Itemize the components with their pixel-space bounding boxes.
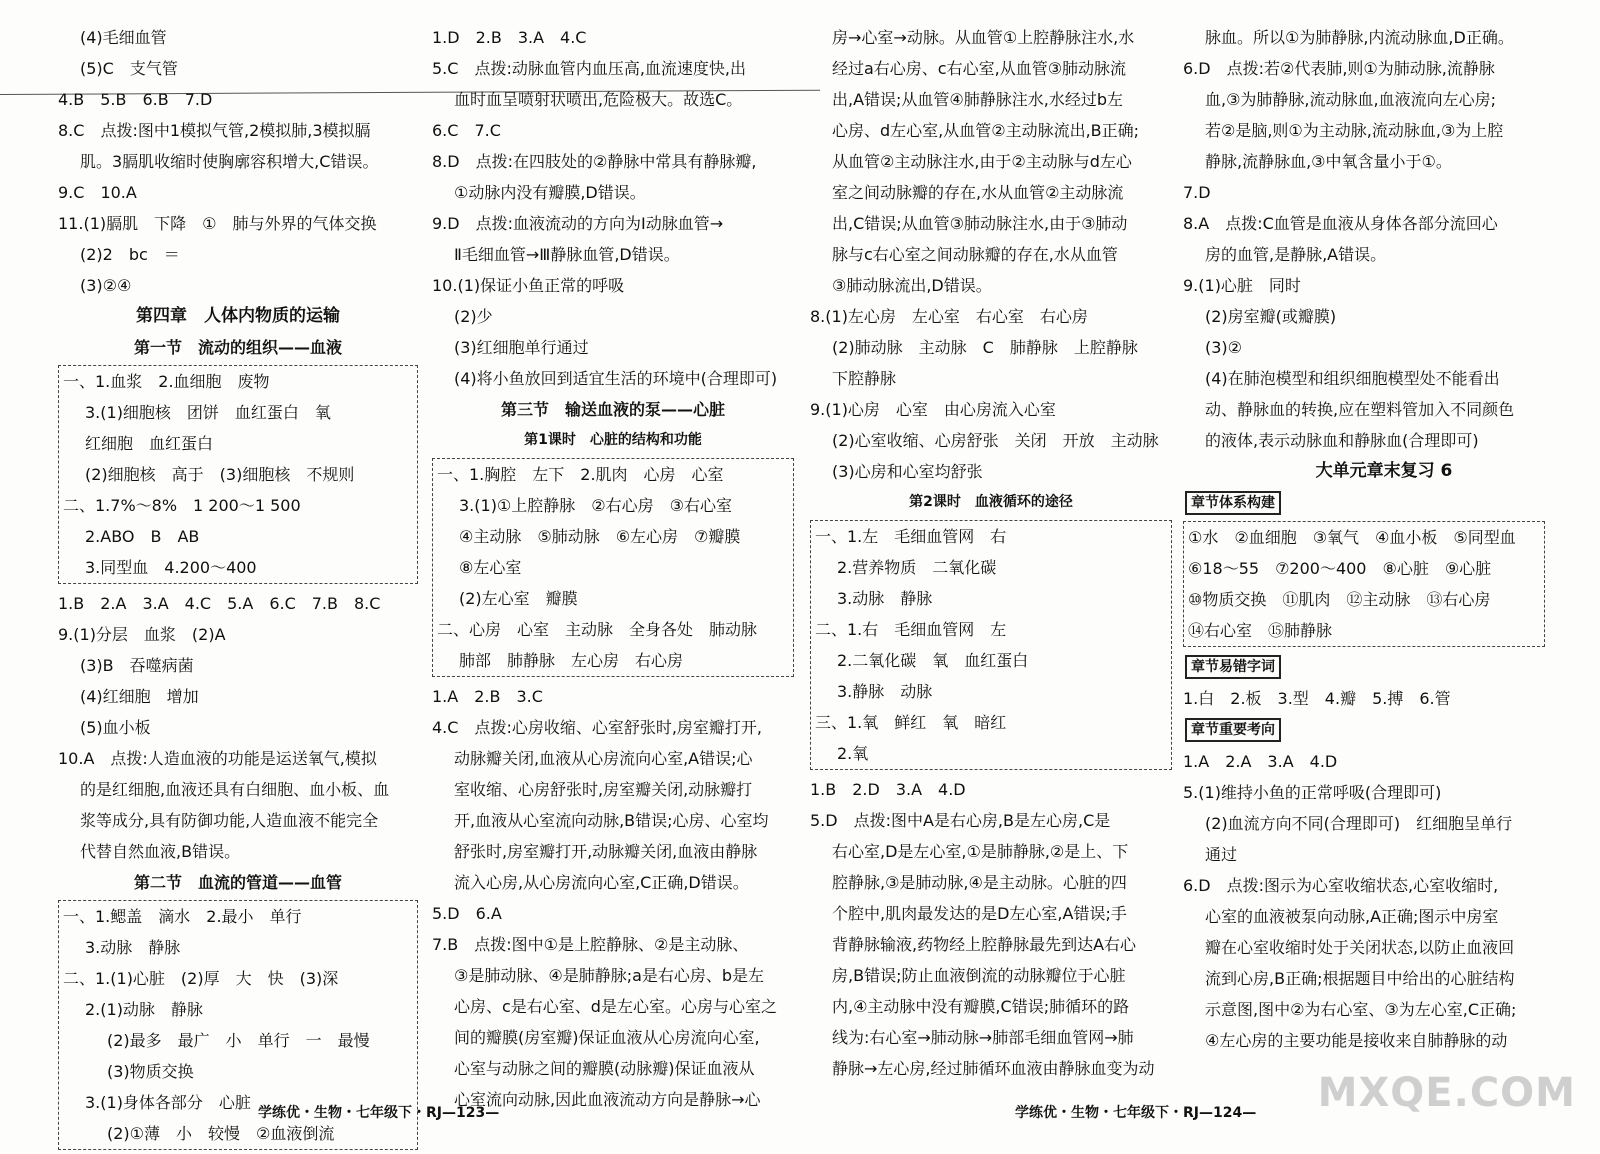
- text-line: (2)最多 最广 小 单行 一 最慢: [107, 1031, 370, 1050]
- text-line: ⑧左心室: [459, 558, 522, 577]
- text-line: (2)少: [454, 307, 493, 326]
- text-line: 室收缩、心房舒张时,房室瓣关闭,动脉瓣打: [454, 780, 753, 799]
- text-line: 一、1.血浆 2.血细胞 废物: [63, 372, 270, 391]
- text-line: 室之间动脉瓣的存在,水从血管②主动脉流: [832, 183, 1124, 202]
- lesson-title: 第2课时 血液循环的途径: [909, 494, 1073, 510]
- text-line: 3.同型血 4.200～400: [85, 558, 257, 577]
- text-line: 一、1.胸腔 左下 2.肌肉 心房 心室: [437, 465, 724, 484]
- answer-box: [810, 520, 1172, 770]
- text-line: ①水 ②血细胞 ③氧气 ④血小板 ⑤同型血: [1188, 528, 1516, 547]
- text-line: (2)2 bc ＝: [80, 245, 180, 264]
- text-line: 二、1.7%～8% 1 200～1 500: [63, 496, 301, 515]
- section-tag: 章节易错字词: [1185, 655, 1281, 679]
- text-line: (3)②: [1205, 338, 1243, 357]
- column-2: [432, 22, 794, 1115]
- text-line: 浆等成分,具有防御功能,人造血液不能完全: [80, 811, 379, 830]
- text-line: 8.(1)左心房 左心室 右心室 右心房: [810, 307, 1088, 326]
- col2-top: [432, 22, 794, 394]
- col4-bottom: [1183, 746, 1545, 1056]
- column-3: [810, 22, 1172, 1084]
- text-line: ③是肺动脉、④是肺静脉;a是右心房、b是左: [454, 966, 765, 985]
- col1-top: [58, 22, 418, 301]
- column-1: [58, 22, 418, 1154]
- text-line: 心室的血液被泵向动脉,A正确;图示中房室: [1205, 907, 1499, 926]
- review-title: 大单元章末复习 6: [1315, 461, 1453, 481]
- text-line: 肌。3膈肌收缩时使胸廓容积增大,C错误。: [80, 152, 379, 171]
- text-line: (3)B 吞噬病菌: [80, 656, 194, 675]
- lesson-title: 第1课时 心脏的结构和功能: [524, 432, 702, 448]
- section-tag: 章节重要考向: [1185, 718, 1281, 742]
- text-line: 的液体,表示动脉血和静脉血(合理即可): [1205, 431, 1479, 450]
- text-line: 间的瓣膜(房室瓣)保证血液从心房流向心室,: [454, 1028, 760, 1047]
- col1-mid: [58, 588, 418, 867]
- text-line: 脉与c右心室之间动脉瓣的存在,水从血管: [832, 245, 1118, 264]
- text-line: 动脉瓣关闭,血液从心房流向心室,A错误;心: [454, 749, 753, 768]
- text-line: 10.(1)保证小鱼正常的呼吸: [432, 276, 625, 295]
- text-line: 二、1.(1)心脏 (2)厚 大 快 (3)深: [63, 969, 339, 988]
- text-line: 1.D 2.B 3.A 4.C: [432, 28, 587, 47]
- text-line: 9.(1)心房 心室 由心房流入心室: [810, 400, 1056, 419]
- text-line: 血,③为肺静脉,流动脉血,血液流向左心房;: [1205, 90, 1496, 109]
- text-line: 9.C 10.A: [58, 183, 137, 202]
- text-line: 脉血。所以①为肺静脉,内流动脉血,D正确。: [1205, 28, 1514, 47]
- text-line: 红细胞 血红蛋白: [85, 434, 214, 453]
- text-line: (2)心室收缩、心房舒张 关闭 开放 主动脉: [832, 431, 1159, 450]
- text-line: (4)毛细血管: [80, 28, 167, 47]
- text-line: 开,血液从心室流向动脉,B错误;心房、心室均: [454, 811, 769, 830]
- typo-words: 1.白 2.板 3.型 4.瓣 5.搏 6.管: [1183, 689, 1451, 708]
- text-line: ④左心房的主要功能是接收来自肺静脉的动: [1205, 1031, 1508, 1050]
- page-footer-left: 学练优・生物・七年级下・RJ—123—: [258, 1105, 500, 1121]
- text-line: 流入心房,从心房流向心室,C正确,D错误。: [454, 873, 749, 892]
- chapter-title: 第四章 人体内物质的运输: [136, 306, 340, 326]
- section-tag: 章节体系构建: [1185, 491, 1281, 515]
- text-line: 5.D 点拨:图中A是右心房,B是左心房,C是: [810, 811, 1111, 830]
- text-line: 4.C 点拨:心房收缩、心室舒张时,房室瓣打开,: [432, 718, 763, 737]
- text-line: Ⅱ毛细血管→Ⅲ静脉血管,D错误。: [454, 245, 680, 264]
- text-line: 2.氧: [837, 744, 869, 763]
- answer-box: [58, 365, 418, 584]
- text-line: 的是红细胞,血液还具有白细胞、血小板、血: [80, 780, 390, 799]
- column-4: [1183, 22, 1545, 1056]
- text-line: 6.D 点拨:图示为心室收缩状态,心室收缩时,: [1183, 876, 1499, 895]
- text-line: 房,B错误;防止血液倒流的动脉瓣位于心脏: [832, 966, 1126, 985]
- text-line: 8.C 点拨:图中1模拟气管,2模拟肺,3模拟膈: [58, 121, 371, 140]
- answer-box: [432, 458, 794, 677]
- text-line: 6.D 点拨:若②代表肺,则①为肺动脉,流静脉: [1183, 59, 1495, 78]
- text-line: 3.动脉 静脉: [837, 589, 933, 608]
- text-line: 血时血呈喷射状喷出,危险极大。故选C。: [454, 90, 743, 109]
- text-line: 1.A 2.B 3.C: [432, 687, 543, 706]
- text-line: 通过: [1205, 845, 1238, 864]
- text-line: 2.二氧化碳 氧 血红蛋白: [837, 651, 1029, 670]
- text-line: ⑥18～55 ⑦200～400 ⑧心脏 ⑨心脏: [1188, 559, 1492, 578]
- text-line: ④主动脉 ⑤肺动脉 ⑥左心房 ⑦瓣膜: [459, 527, 741, 546]
- text-line: 11.(1)膈肌 下降 ① 肺与外界的气体交换: [58, 214, 377, 233]
- section-title: 第二节 血流的管道——血管: [133, 873, 342, 892]
- text-line: 背静脉输液,药物经上腔静脉最先到达A右心: [832, 935, 1137, 954]
- text-line: (4)在肺泡模型和组织细胞模型处不能看出: [1205, 369, 1500, 388]
- text-line: 一、1.左 毛细血管网 右: [815, 527, 1007, 546]
- text-line: 经过a右心房、c右心室,从血管③肺动脉流: [832, 59, 1127, 78]
- col2-bottom: [432, 681, 794, 1115]
- text-line: 心室与动脉之间的瓣膜(动脉瓣)保证血液从: [454, 1059, 755, 1078]
- text-line: (2)左心室 瓣膜: [459, 589, 578, 608]
- text-line: 三、1.氧 鲜红 氧 暗红: [815, 713, 1007, 732]
- text-line: 9.D 点拨:血液流动的方向为Ⅰ动脉血管→: [432, 214, 724, 233]
- text-line: (3)②④: [80, 276, 132, 295]
- text-line: (4)红细胞 增加: [80, 687, 199, 706]
- text-line: 7.D: [1183, 183, 1211, 202]
- text-line: 7.B 点拨:图中①是上腔静脉、②是主动脉、: [432, 935, 749, 954]
- text-line: (2)肺动脉 主动脉 C 肺静脉 上腔静脉: [832, 338, 1138, 357]
- col4-top: [1183, 22, 1545, 456]
- text-line: 静脉,流静脉血,③中氧含量小于①。: [1205, 152, 1452, 171]
- section-title: 第一节 流动的组织——血液: [133, 338, 342, 357]
- text-line: 3.(1)身体各部分 心脏: [85, 1093, 251, 1112]
- text-line: 2.营养物质 二氧化碳: [837, 558, 997, 577]
- text-line: 心室流向动脉,因此血液流动方向是静脉→心: [454, 1090, 761, 1109]
- text-line: 9.(1)分层 血浆 (2)A: [58, 625, 226, 644]
- text-line: 个腔中,肌肉最发达的是D左心室,A错误;手: [832, 904, 1127, 923]
- text-line: 3.(1)①上腔静脉 ②右心房 ③右心室: [459, 496, 732, 515]
- text-line: (2)①薄 小 较慢 ②血液倒流: [107, 1124, 335, 1143]
- text-line: (2)房室瓣(或瓣膜): [1205, 307, 1337, 326]
- text-line: 1.B 2.A 3.A 4.C 5.A 6.C 7.B 8.C: [58, 594, 381, 613]
- text-line: (3)心房和心室均舒张: [832, 462, 983, 481]
- text-line: 9.(1)心脏 同时: [1183, 276, 1301, 295]
- text-line: 瓣在心室收缩时处于关闭状态,以防止血液回: [1205, 938, 1515, 957]
- text-line: 右心室,D是左心室,①是肺静脉,②是上、下: [832, 842, 1129, 861]
- text-line: 若②是脑,则①为主动脉,流动脉血,③为上腔: [1205, 121, 1504, 140]
- text-line: ①动脉内没有瓣膜,D错误。: [454, 183, 646, 202]
- text-line: 舒张时,房室瓣打开,动脉瓣关闭,血液由静脉: [454, 842, 758, 861]
- text-line: 3.动脉 静脉: [85, 938, 181, 957]
- text-line: 流到心房,B正确;根据题目中给出的心脏结构: [1205, 969, 1515, 988]
- text-line: ⑩物质交换 ⑪肌肉 ⑫主动脉 ⑬右心房: [1188, 590, 1491, 609]
- text-line: 内,④主动脉中没有瓣膜,C错误;肺循环的路: [832, 997, 1130, 1016]
- text-line: 代替自然血液,B错误。: [80, 842, 241, 861]
- text-line: (5)C 支气管: [80, 59, 178, 78]
- text-line: ⑭右心室 ⑮肺静脉: [1188, 621, 1333, 640]
- section-title: 第三节 输送血液的泵——心脏: [500, 400, 725, 419]
- watermark-logo: MXQE.COM: [1317, 1070, 1576, 1116]
- text-line: 1.B 2.D 3.A 4.D: [810, 780, 966, 799]
- text-line: 出,A错误;从血管④肺静脉注水,水经过b左: [832, 90, 1124, 109]
- text-line: 8.A 点拨:C血管是血液从身体各部分流回心: [1183, 214, 1498, 233]
- text-line: 一、1.鳃盖 滴水 2.最小 单行: [63, 907, 302, 926]
- text-line: 4.B 5.B 6.B 7.D: [58, 90, 213, 109]
- text-line: 1.A 2.A 3.A 4.D: [1183, 752, 1338, 771]
- text-line: 示意图,图中②为右心室、③为左心室,C正确;: [1205, 1000, 1517, 1019]
- text-line: 10.A 点拨:人造血液的功能是运送氧气,模拟: [58, 749, 377, 768]
- text-line: 静脉→左心房,经过肺循环血液由静脉血变为动: [832, 1059, 1155, 1078]
- text-line: 房的血管,是静脉,A错误。: [1205, 245, 1387, 264]
- text-line: 2.ABO B AB: [85, 527, 200, 546]
- text-line: 房→心室→动脉。从血管①上腔静脉注水,水: [832, 28, 1135, 47]
- col3-top: [810, 22, 1172, 487]
- text-line: 3.(1)细胞核 团饼 血红蛋白 氧: [85, 403, 331, 422]
- text-line: 下腔静脉: [832, 369, 897, 388]
- text-line: (2)血流方向不同(合理即可) 红细胞呈单行: [1205, 814, 1513, 833]
- text-line: 6.C 7.C: [432, 121, 501, 140]
- text-line: 5.D 6.A: [432, 904, 502, 923]
- text-line: 腔静脉,③是肺动脉,④是主动脉。心脏的四: [832, 873, 1127, 892]
- text-line: 心房、c是右心室、d是左心室。心房与心室之: [454, 997, 777, 1016]
- text-line: 线为:右心室→肺动脉→肺部毛细血管网→肺: [832, 1028, 1134, 1047]
- col3-bottom: [810, 774, 1172, 1084]
- text-line: (3)红细胞单行通过: [454, 338, 589, 357]
- text-line: 肺部 肺静脉 左心房 右心房: [459, 651, 684, 670]
- text-line: 心房、d左心室,从血管②主动脉流出,B正确;: [832, 121, 1140, 140]
- text-line: (2)细胞核 高于 (3)细胞核 不规则: [85, 465, 355, 484]
- text-line: 出,C错误;从血管③肺动脉注水,由于③肺动: [832, 214, 1128, 233]
- text-line: ③肺动脉流出,D错误。: [832, 276, 992, 295]
- text-line: 从血管②主动脉注水,由于②主动脉与d左心: [832, 152, 1132, 171]
- text-line: 8.D 点拨:在四肢处的②静脉中常具有静脉瓣,: [432, 152, 757, 171]
- text-line: 3.静脉 动脉: [837, 682, 933, 701]
- text-line: (4)将小鱼放回到适宜生活的环境中(合理即可): [454, 369, 778, 388]
- text-line: (5)血小板: [80, 718, 151, 737]
- text-line: 5.(1)维持小鱼的正常呼吸(合理即可): [1183, 783, 1442, 802]
- text-line: 二、心房 心室 主动脉 全身各处 肺动脉: [437, 620, 758, 639]
- answer-box: [1183, 521, 1545, 647]
- text-line: (3)物质交换: [107, 1062, 194, 1081]
- text-line: 动、静脉血的转换,应在塑料管加入不同颜色: [1205, 400, 1515, 419]
- page-footer-right: 学练优・生物・七年级下・RJ—124—: [1015, 1105, 1257, 1121]
- text-line: 2.(1)动脉 静脉: [85, 1000, 203, 1019]
- text-line: 二、1.右 毛细血管网 左: [815, 620, 1007, 639]
- text-line: 5.C 点拨:动脉血管内血压高,血流速度快,出: [432, 59, 747, 78]
